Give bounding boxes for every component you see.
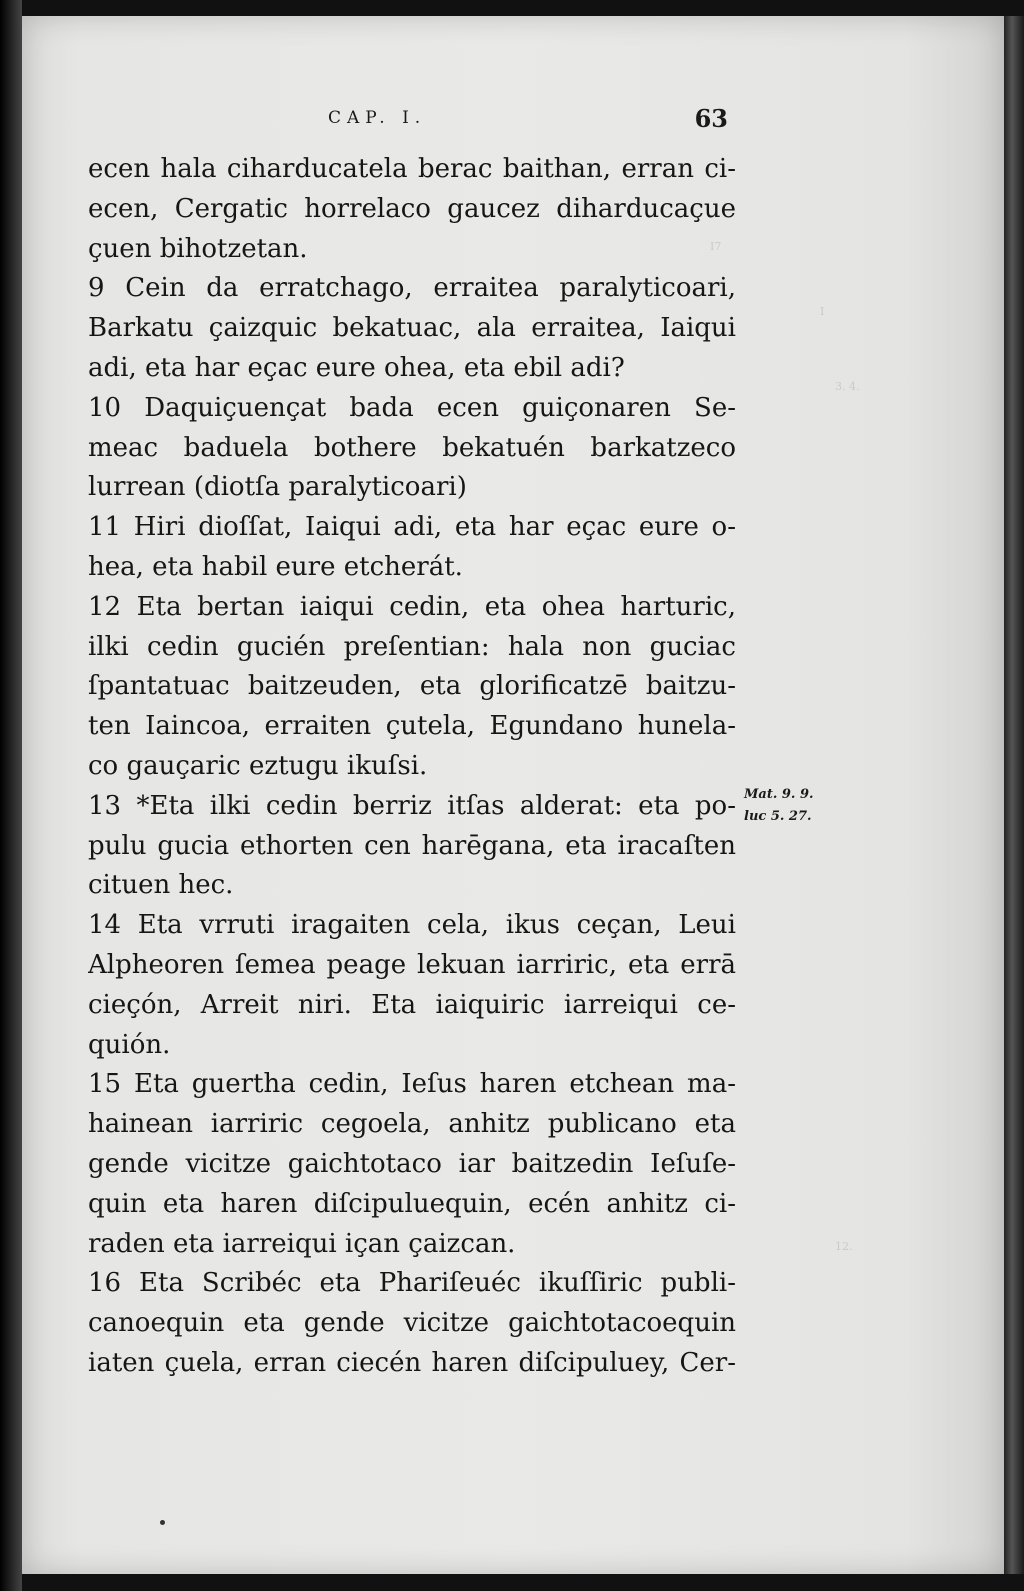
text-line: quión.	[88, 1029, 171, 1060]
text-line: adi, eta har eçac eure ohea, eta ebil adi?	[88, 352, 625, 383]
text-line: ten Iaincoa, erraiten çutela, Egundano hunela-	[88, 711, 736, 742]
bleed-through-text: 3. 4.	[835, 380, 860, 393]
text-line: ſpantatuac baitzeuden, eta glorificatzē baitzu-	[88, 671, 736, 702]
text-line: 12 Eta bertan iaiqui cedin, eta ohea harturic,	[88, 591, 736, 622]
margin-note-cross-reference	[744, 784, 814, 828]
text-line: hainean iarriric cegoela, anhitz publicano eta	[88, 1109, 736, 1140]
text-line: 14 Eta vrruti iragaiten cela, ikus ceçan, Leui	[88, 910, 736, 941]
bleed-through-text: 12.	[835, 1240, 853, 1253]
page-header	[88, 104, 728, 136]
book-gutter-left	[0, 0, 22, 1591]
body-text	[88, 150, 736, 1384]
text-line: raden eta iarreiqui içan çaizcan.	[88, 1228, 516, 1259]
book-edge-right	[1004, 16, 1024, 1574]
text-line: pulu gucia ethorten cen harēgana, eta iracaſten	[88, 830, 736, 861]
text-line: iaten çuela, erran ciecén haren diſcipuluey, Cer-	[88, 1347, 736, 1378]
text-line: ecen, Cergatic horrelaco gaucez diharducaçue	[88, 193, 736, 224]
margin-note-line: Mat. 9. 9.	[744, 787, 814, 802]
page-number: 63	[694, 104, 728, 133]
text-line: ilki cedin gucién preſentian: hala non guciac	[88, 631, 736, 662]
text-line: 11 Hiri dioſſat, Iaiqui adi, eta har eçac eure o-	[88, 512, 736, 543]
text-line: lurrean (diotſa paralyticoari)	[88, 472, 467, 503]
text-line: 15 Eta guertha cedin, Ieſus haren etchean ma-	[88, 1069, 736, 1100]
text-line: canoequin eta gende vicitze gaichtotacoequin	[88, 1308, 736, 1339]
text-line: 16 Eta Scribéc eta Phariſeuéc ikuſſiric publi-	[88, 1268, 736, 1299]
text-line: 13 *Eta ilki cedin berriz itſas alderat: eta po-	[88, 790, 736, 821]
text-line: quin eta haren diſcipuluequin, ecén anhitz ci-	[88, 1188, 736, 1219]
text-line: çuen bihotzetan.	[88, 233, 308, 264]
text-line: hea, eta habil eure etcherát.	[88, 551, 463, 582]
ink-speck	[160, 1520, 165, 1525]
text-line: Alpheoren ſemea peage lekuan iarriric, eta errā	[88, 949, 736, 980]
text-line: cieçón, Arreit niri. Eta iaiquiric iarreiqui ce-	[88, 989, 736, 1020]
text-line: co gauçaric eztugu ikuſsi.	[88, 750, 428, 781]
text-line: gende vicitze gaichtotaco iar baitzedin Ieſuſe-	[88, 1148, 736, 1179]
text-line: ecen hala ciharducatela berac baithan, erran ci-	[88, 154, 736, 184]
margin-note-line: luc 5. 27.	[744, 809, 812, 824]
running-head: CAP. I.	[328, 108, 427, 128]
text-line: cituen hec.	[88, 870, 234, 901]
bleed-through-text: I	[820, 305, 825, 318]
text-line: 10 Daquiçuençat bada ecen guiçonaren Se-	[88, 392, 736, 423]
text-line: Barkatu çaizquic bekatuac, ala erraitea, Iaiqui	[88, 313, 736, 344]
bleed-through-text: I7	[710, 240, 722, 253]
text-line: meac baduela bothere bekatuén barkatzeco	[88, 432, 736, 463]
text-line: 9 Cein da erratchago, erraitea paralyticoari,	[88, 273, 736, 304]
